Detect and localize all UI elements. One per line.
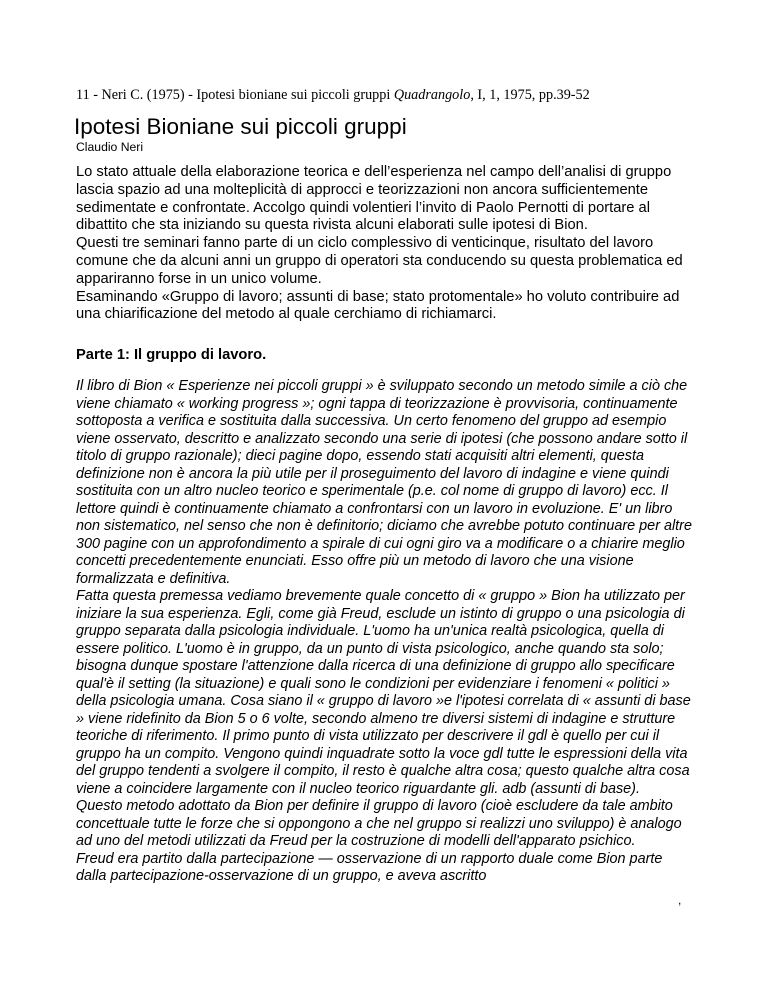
citation-line xyxy=(76,86,716,104)
body-paragraph: Il libro di Bion « Esperienze nei piccoli gruppi » è sviluppato secondo un metodo simile a ciò che viene chiamato « working progress »; ogni tappa di teorizzazione è provvisoria, continuamente sottoposta a verifica e sostituita dalla successiva. Un certo fenomeno del gruppo ad esempio viene osservato, descritto e analizzato secondo una serie di ipotesi (che possono andare sotto il titolo di gruppo razionale); dieci pagine dopo, essendo stati acquisiti altri elementi, questa definizione non è ancora la più utile per il proseguimento del lavoro di indagine e viene quindi sostituita con un altro nucleo teorico e sperimentale (p.e. col nome di gruppo di lavoro) ecc. Il lettore quindi è continuamente chiamato a confrontarsi con un lavoro in evoluzione. E' un libro non sistematico, nel senso che non è definitorio; diciamo che avrebbe potuto continuare per altre 300 pagine con un approfondimento a spirale di cui ogni giro va a modificare o a chiarire meglio concetti precedentemente enunciati. Esso offre più un metodo di lavoro che una visione formalizzata e definitiva. xyxy=(76,378,692,587)
section-heading: Parte 1: Il gruppo di lavoro. xyxy=(76,347,267,363)
intro-text xyxy=(76,164,696,324)
citation-journal: Quadrangolo xyxy=(393,87,471,103)
body-paragraph: Fatta questa premessa vediamo brevemente quale concetto di « gruppo » Bion ha utilizzato per iniziare la sua esperienza. Egli, come già Freud, esclude un istinto di gruppo o una psicologia di gruppo separata dalla psicologia individuale. L'uomo ha un'unica realtà psicologica, quella di essere politico. L'uomo è in gruppo, da un punto di vista psicologico, anche quando sta solo; bisogna dunque spostare l'attenzione dalla ricerca di una definizione di gruppo allo specificare qual'è il setting (la situazione) e quali sono le condizioni per evidenziare i fenomeni « politici » della psicologia umana. Cosa siano il « gruppo di lavoro »e l'ipotesi correlata di « assunti di base » viene ridefinito da Bion 5 o 6 volte, secondo almeno tre diversi sistemi di indagine e strutture teoriche di riferimento. Il primo punto di vista utilizzato per descrivere il gdl è quello per cui il gruppo ha un compito. Vengono quindi inquadrate sotto la voce gdl tutte le espressioni della vita del gruppo tendenti a svolgere il compito, il resto è qualche altra cosa; questo qualche altra cosa viene a coincidere largamente con il nucleo teorico riguardante gli. adb (assunti di base). xyxy=(76,588,691,797)
author-name: Claudio Neri xyxy=(76,140,144,154)
page-title: Ipotesi Bioniane sui piccoli gruppi xyxy=(74,114,407,139)
citation-prefix: 11 - Neri C. (1975) - Ipotesi bioniane sui piccoli gruppi xyxy=(76,87,394,103)
intro-paragraph: Lo stato attuale della elaborazione teorica e dell’esperienza nel campo dell’analisi di gruppo lascia spazio ad una molteplicità di approcci e teorizzazioni non ancora sufficientemente sedimentate e confrontate. Accolgo quindi volentieri l’invito di Paolo Pernotti di portare al dibattito che sta iniziando su questa rivista alcuni elaborati sulle ipotesi di Bion. xyxy=(76,164,672,234)
trailing-mark: , xyxy=(678,893,682,907)
intro-paragraph: Esaminando «Gruppo di lavoro; assunti di base; stato protomentale» ho voluto contribuire ad una chiarificazione del metodo al quale cerchiamo di richiamarci. xyxy=(76,288,680,323)
intro-paragraph: Questi tre seminari fanno parte di un ciclo complessivo di venticinque, risultato del lavoro comune che da alcuni anni un gruppo di operatori sta conducendo su questa problematica ed appariranno forse in un unico volume. xyxy=(76,235,683,287)
body-paragraph: Questo metodo adottato da Bion per definire il gruppo di lavoro (cioè escludere da tale ambito concettuale tutte le forze che si oppongono a che nel gruppo si realizzi uno sviluppo) è analogo ad uno del metodi utilizzati da Freud per la costruzione di modelli dell'apparato psichico. xyxy=(76,798,682,849)
citation-suffix: , I, 1, 1975, pp.39-52 xyxy=(470,87,590,103)
body-text xyxy=(76,378,696,886)
body-paragraph: Freud era partito dalla partecipazione — osservazione di un rapporto duale come Bion parte dalla partecipazione-osservazione di un gruppo, e aveva ascritto xyxy=(76,850,663,884)
